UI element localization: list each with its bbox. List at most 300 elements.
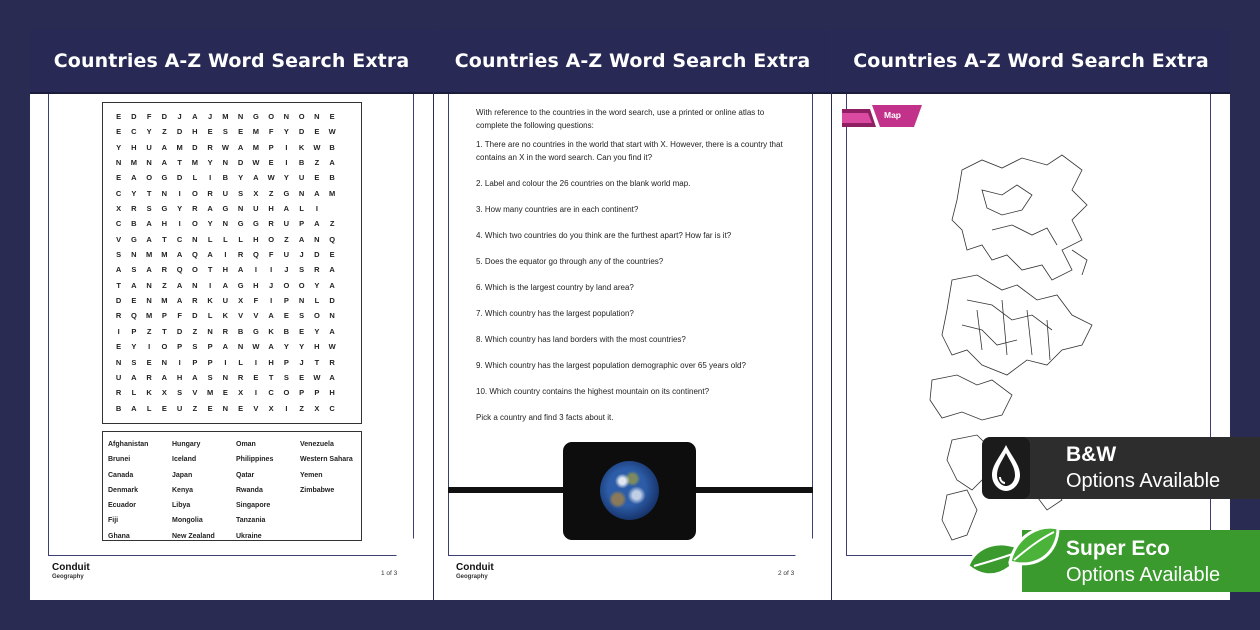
grid-letter: M [176,142,183,152]
grid-letter: G [252,326,259,336]
grid-letter: C [176,234,183,244]
grid-letter: D [115,296,122,306]
grid-letter: X [253,188,259,198]
grid-letter: P [192,357,198,367]
grid-letter: S [146,204,152,214]
page-number: 2 of 3 [778,570,795,577]
grid-letter: I [254,265,257,275]
grid-letter: N [237,204,244,214]
grid-letter: X [238,388,244,398]
page-title: Countries A-Z Word Search Extra [53,50,410,72]
question-item: 6. Which is the largest country by land area? [476,283,634,292]
grid-letter: A [131,280,137,290]
grid-letter: P [207,342,213,352]
grid-letter: N [115,357,122,367]
grid-letter: R [146,372,152,382]
grid-letter: D [314,250,320,260]
word-list-item: Zimbabwe [300,486,335,494]
grid-letter: S [299,265,305,275]
grid-letter: N [298,188,305,198]
grid-letter: B [237,326,244,336]
grid-letter: U [176,403,183,413]
grid-letter: J [299,357,304,367]
grid-letter: D [176,127,183,137]
grid-letter: Z [162,280,167,290]
question-item: 2. Label and colour the 26 countries on the blank world map. [476,179,691,188]
grid-letter: A [314,188,320,198]
grid-letter: F [253,296,259,306]
question-item: 8. Which country has land borders with the most countries? [476,335,686,344]
word-list [108,437,358,544]
grid-letter: G [237,280,244,290]
grid-letter [340,186,355,201]
grid-letter: K [222,311,229,321]
questions-intro: With reference to the countries in the word search, use a printed or online atlas to complete the following questions: [476,108,765,130]
grid-letter: H [314,342,320,352]
grid-letter: O [298,112,305,121]
grid-letter: N [146,296,152,306]
grid-letter: A [146,219,152,229]
grid-letter: E [268,158,274,168]
grid-letter: M [329,188,336,198]
grid-letter: N [314,234,320,244]
word-list-item: Tanzania [236,517,266,525]
grid-letter: Y [131,188,137,198]
grid-letter: R [115,311,122,321]
grid-letter: M [222,112,229,121]
grid-letter: C [115,219,122,229]
grid-letter: I [315,204,318,214]
grid-letter: W [252,158,260,168]
grid-letter [340,201,355,216]
grid-letter: B [283,326,290,336]
grid-letter: J [208,112,213,121]
grid-letter: B [329,142,335,152]
grid-letter: E [116,127,122,137]
grid-letter: B [329,173,335,183]
grid-letter: B [115,403,122,413]
grid-letter: H [176,372,183,382]
grid-letter [340,401,355,416]
grid-letter: V [253,403,259,413]
word-list-item: Oman [236,441,256,448]
grid-letter: Y [314,280,320,290]
grid-letter: X [116,204,122,214]
grid-letter: I [178,219,181,229]
grid-letter: A [115,265,122,275]
grid-letter: P [314,388,320,398]
grid-letter: W [328,342,336,352]
logo-subtitle: Geography [456,574,488,580]
grid-letter [340,339,355,354]
word-list-item: Hungary [172,441,201,448]
grid-letter: Y [283,342,289,352]
grid-letter: C [131,127,137,137]
grid-letter: P [283,296,289,306]
grid-letter: U [283,219,290,229]
grid-letter: W [267,173,275,183]
grid-letter: M [146,250,153,260]
grid-letter: N [115,158,122,168]
grid-letter [340,124,355,139]
grid-letter: I [117,326,120,336]
grid-letter: Y [177,204,183,214]
grid-letter: J [299,250,304,260]
grid-letter: Y [116,142,122,152]
grid-letter: R [192,204,198,214]
grid-letter: P [207,357,213,367]
grid-letter: I [254,388,257,398]
grid-letter: G [161,173,168,183]
grid-letter: T [177,158,182,168]
grid-letter: X [268,403,274,413]
grid-letter: A [329,158,335,168]
grid-letter: D [237,158,244,168]
grid-letter [340,155,355,170]
leaf-icon [962,522,1062,598]
grid-letter: K [298,142,305,152]
grid-letter: A [131,372,137,382]
grid-letter: G [222,204,229,214]
word-list-item: Mongolia [172,517,203,525]
grid-letter: G [283,188,290,198]
grid-letter: O [161,342,168,352]
grid-letter [340,370,355,385]
grid-letter: O [268,234,275,244]
word-list-item: Philippines [236,456,274,464]
question-item: 3. How many countries are in each continent? [476,205,639,214]
grid-letter: Z [162,127,167,137]
grid-letter: O [146,173,153,183]
grid-letter: F [268,250,274,260]
grid-letter: A [207,204,213,214]
letter-grid [111,109,355,416]
grid-letter: N [192,234,198,244]
grid-letter: A [298,234,305,244]
grid-letter: E [314,127,320,137]
grid-letter: S [131,265,137,275]
grid-letter: Z [284,234,289,244]
grid-letter: N [222,219,229,229]
grid-letter: E [222,388,228,398]
grid-letter: M [252,127,259,137]
grid-letter: L [238,357,243,367]
eco-title: Super Eco [1066,537,1170,560]
grid-letter: O [298,280,305,290]
grid-letter: T [314,357,320,367]
grid-letter: P [299,219,305,229]
grid-letter: I [224,357,227,367]
grid-letter [340,109,355,124]
grid-letter: P [161,311,167,321]
grid-letter: D [298,127,305,137]
grid-letter: A [131,403,137,413]
grid-letter: N [207,326,213,336]
grid-letter: U [115,372,122,382]
grid-letter: H [192,127,198,137]
grid-letter: E [299,372,305,382]
bw-options-badge[interactable] [982,437,1260,499]
word-list-item: Kenya [172,486,194,494]
word-list-item: Singapore [236,502,271,510]
grid-letter: W [252,342,260,352]
grid-letter: Z [299,403,304,413]
grid-letter [340,262,355,277]
grid-letter: Z [146,326,152,336]
grid-letter: H [253,280,259,290]
grid-letter: S [116,250,122,260]
grid-letter: M [191,158,198,168]
grid-letter: L [238,234,243,244]
grid-letter: A [237,265,244,275]
grid-letter: Q [191,250,198,260]
grid-letter: R [161,265,168,275]
grid-letter [340,324,355,339]
grid-letter: Z [268,188,274,198]
question-item: 1. There are no countries in the world that start with X. However, there is a country that contains an X in the word search. Can you find it? [476,140,783,162]
page-header [434,30,831,94]
word-list-item: Japan [172,471,193,479]
map-tab [842,105,922,127]
grid-letter [340,232,355,247]
grid-letter: S [238,188,244,198]
grid-letter: E [299,326,305,336]
grid-letter: G [130,234,137,244]
grid-letter: P [299,388,305,398]
eco-subtitle: Options Available [1066,564,1221,586]
grid-letter: K [268,326,274,336]
grid-letter: H [329,388,335,398]
grid-letter: N [222,158,229,168]
grid-letter: Z [329,219,335,229]
grid-letter: V [116,234,122,244]
grid-letter: E [329,250,335,260]
grid-letter: E [146,357,152,367]
grid-letter: I [148,342,151,352]
grid-letter: N [237,112,244,121]
super-eco-badge[interactable] [962,522,1260,598]
grid-letter: I [254,357,257,367]
grid-letter: I [285,142,288,152]
grid-letter: A [207,250,213,260]
grid-letter: M [252,142,259,152]
word-search-grid [102,102,362,424]
grid-letter: F [268,127,274,137]
word-list-item: Afghanistan [108,441,149,448]
grid-letter: R [222,326,229,336]
question-item: 5. Does the equator go through any of the countries? [476,257,664,266]
grid-letter: E [253,372,259,382]
grid-letter: A [192,372,198,382]
grid-letter: E [283,311,289,321]
grid-letter: I [270,296,273,306]
grid-letter: S [222,127,228,137]
grid-letter: S [131,357,137,367]
grid-letter [340,247,355,262]
worksheet-page-2 [434,30,831,600]
grid-letter: R [314,265,320,275]
grid-letter: O [191,265,198,275]
grid-letter: U [222,296,229,306]
grid-letter: S [177,388,183,398]
grid-letter: R [237,372,244,382]
grid-letter: N [237,342,244,352]
grid-letter [325,201,340,216]
grid-letter: L [314,296,320,306]
grid-letter: O [191,188,198,198]
grid-letter: A [161,142,168,152]
grid-letter: P [268,142,274,152]
grid-letter: U [146,142,152,152]
page-header [30,30,433,94]
grid-letter: A [161,158,168,168]
question-list [476,106,796,437]
grid-letter: Y [238,173,244,183]
grid-letter: A [161,372,168,382]
logo-subtitle: Geography [52,574,84,580]
grid-letter: N [161,357,168,367]
grid-letter: E [207,403,213,413]
grid-letter: H [161,219,168,229]
grid-letter: N [222,403,229,413]
grid-letter: A [176,250,183,260]
question-item: 10. Which country contains the highest mountain on its continent? [476,387,710,396]
grid-letter: T [116,280,121,290]
page-header [832,30,1230,94]
grid-letter: Z [314,158,320,168]
grid-letter: R [192,296,198,306]
grid-letter: C [115,188,122,198]
grid-letter: O [268,112,275,121]
ink-drop-icon [982,437,1030,499]
word-list-item: New Zealand [172,532,215,540]
grid-letter: A [268,342,274,352]
word-list-item: Venezuela [300,441,334,448]
word-list-item: Libya [172,502,191,510]
grid-letter: D [192,311,198,321]
grid-letter: R [115,388,122,398]
grid-letter: U [253,204,259,214]
grid-letter: E [329,112,335,121]
word-list-item: Ecuador [108,502,137,510]
grid-letter: X [314,403,320,413]
grid-letter: N [283,112,290,121]
grid-letter: D [329,296,335,306]
grid-letter: M [207,388,214,398]
conduit-logo [456,562,494,580]
eco-badge-text [1066,536,1220,588]
grid-letter: D [176,326,183,336]
grid-letter: H [268,204,274,214]
bw-title: B&W [1066,443,1117,466]
grid-letter: E [207,127,213,137]
grid-letter: X [161,388,167,398]
grid-letter [340,216,355,231]
grid-letter: I [209,173,212,183]
grid-letter: N [146,280,152,290]
grid-letter: A [176,296,183,306]
grid-letter: F [146,112,152,121]
grid-letter: Y [314,326,320,336]
word-list-item: Rwanda [236,486,263,494]
grid-letter: G [252,112,259,121]
grid-letter: Y [283,127,289,137]
word-list-item: Qatar [236,471,255,479]
grid-letter: U [222,188,229,198]
grid-letter: A [192,112,198,121]
grid-letter: H [131,142,137,152]
grid-letter: E [116,173,122,183]
grid-letter: A [237,142,244,152]
page-title: Countries A-Z Word Search Extra [853,50,1209,72]
word-list-item [300,498,358,513]
grid-letter: A [268,311,274,321]
grid-letter: W [221,142,229,152]
grid-letter [340,170,355,185]
grid-letter: Y [207,219,213,229]
grid-letter [340,355,355,370]
grid-letter: S [283,372,289,382]
word-list-box [102,431,362,541]
grid-letter: N [329,311,335,321]
grid-letter: K [146,388,152,398]
grid-letter: P [131,326,137,336]
grid-letter: V [192,388,198,398]
grid-letter: L [146,403,152,413]
grid-letter: L [299,204,304,214]
question-item: 4. Which two countries do you think are the furthest apart? How far is it? [476,231,732,240]
grid-letter: I [178,188,181,198]
word-list-item: Yemen [300,471,323,479]
grid-letter: A [131,173,137,183]
grid-letter: O [313,311,320,321]
bw-subtitle: Options Available [1066,470,1221,492]
grid-letter: B [131,219,137,229]
earth-image [563,442,696,540]
grid-letter: W [328,127,336,137]
grid-letter: S [299,311,305,321]
logo-text: Conduit [52,562,90,573]
grid-letter: C [329,403,335,413]
grid-letter: H [253,234,259,244]
grid-letter: D [161,112,168,121]
globe-icon [600,461,659,520]
grid-letter: A [176,280,183,290]
grid-letter: A [329,280,335,290]
grid-letter: T [162,326,167,336]
grid-letter: A [222,342,229,352]
grid-letter: N [161,188,168,198]
grid-letter: V [238,311,244,321]
grid-letter: N [192,280,198,290]
grid-letter: Q [252,250,259,260]
grid-letter: G [161,204,168,214]
grid-letter: S [192,342,198,352]
grid-letter [340,293,355,308]
grid-letter: P [177,342,183,352]
grid-letter: I [224,250,227,260]
grid-letter: M [146,311,153,321]
grid-letter: Z [192,326,198,336]
grid-letter: M [130,158,137,168]
grid-letter: Y [299,342,305,352]
grid-letter: R [207,188,213,198]
grid-letter: N [146,158,152,168]
grid-letter [340,385,355,400]
grid-letter: Y [146,127,152,137]
grid-letter: I [209,280,212,290]
grid-letter: Y [283,173,289,183]
